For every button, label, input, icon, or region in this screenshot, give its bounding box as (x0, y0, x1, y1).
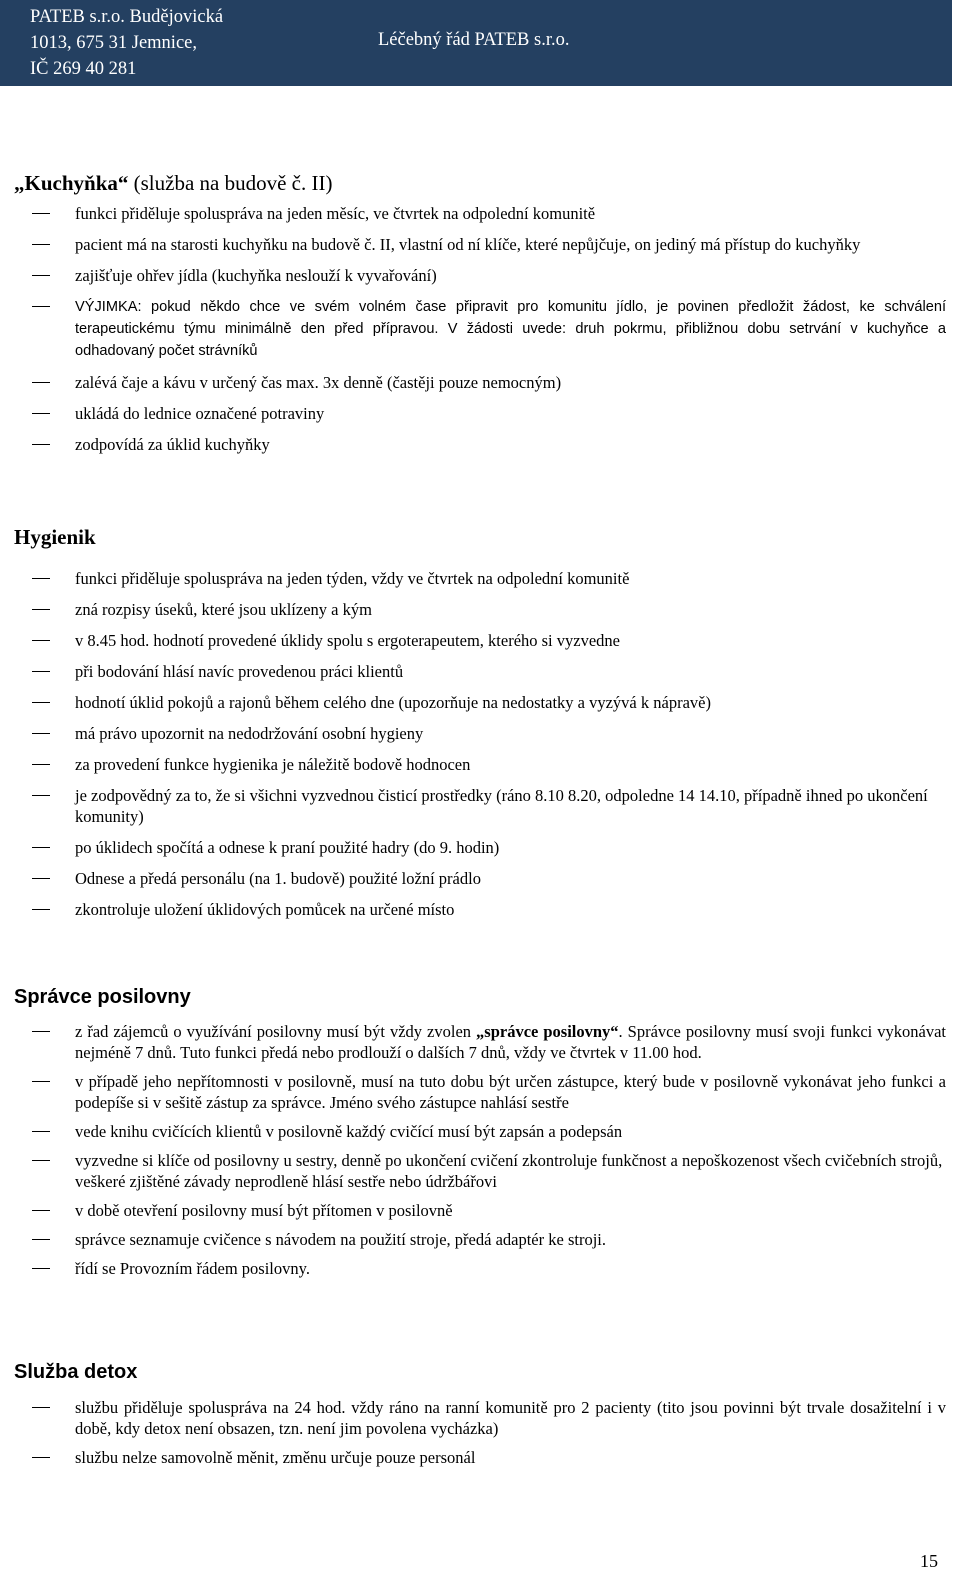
posilovna-list (0, 1021, 960, 1279)
kuchynka-list (0, 203, 960, 455)
dash-bullet-icon (32, 878, 50, 879)
list-item: zkontroluje uložení úklidových pomůcek na určené místo (0, 899, 960, 920)
list-item: řídí se Provozním řádem posilovny. (0, 1258, 960, 1279)
dash-bullet-icon (32, 764, 50, 765)
company-line-1: PATEB s.r.o. Budějovická (30, 7, 224, 27)
list-item: hodnotí úklid pokojů a rajonů během celého dne (upozorňuje na nedostatky a vyzývá k nápravě) (0, 692, 960, 713)
dash-bullet-icon (32, 578, 50, 579)
dash-bullet-icon (32, 847, 50, 848)
list-item: má právo upozornit na nedodržování osobní hygieny (0, 723, 960, 744)
list-item: funkci přiděluje spoluspráva na jeden týden, vždy ve čtvrtek na odpolední komunitě (0, 568, 960, 589)
section-hygienik (0, 525, 960, 920)
dash-bullet-icon (32, 1457, 50, 1458)
list-item: vyzvedne si klíče od posilovny u sestry, denně po ukončení cvičení zkontroluje funkčnost a nepoškozenost všech cvičebních strojů, veškeré zjištěné závady neprodleně hlásí sestře nebo údržbářovi (0, 1150, 960, 1192)
list-item: zalévá čaje a kávu v určený čas max. 3x denně (častěji pouze nemocným) (0, 372, 960, 393)
company-line-3: IČ 269 40 281 (30, 59, 137, 79)
list-item: po úklidech spočítá a odnese k praní použité hadry (do 9. hodin) (0, 837, 960, 858)
dash-bullet-icon (32, 275, 50, 276)
list-item: zná rozpisy úseků, které jsou uklízeny a kým (0, 599, 960, 620)
list-item: správce seznamuje cvičence s návodem na použití stroje, předá adaptér ke stroji. (0, 1229, 960, 1250)
dash-bullet-icon (32, 244, 50, 245)
dash-bullet-icon (32, 1131, 50, 1132)
list-item: vede knihu cvičících klientů v posilovně každý cvičící musí být zapsán a podepsán (0, 1121, 960, 1142)
list-item: službu nelze samovolně měnit, změnu určuje pouze personál (0, 1447, 960, 1468)
dash-bullet-icon (32, 306, 50, 307)
section-title-kuchynka (0, 171, 960, 196)
company-address (30, 4, 223, 82)
document-title: Léčebný řád PATEB s.r.o. (378, 30, 570, 50)
list-item: zajišťuje ohřev jídla (kuchyňka neslouží k vyvařování) (0, 265, 960, 286)
dash-bullet-icon (32, 213, 50, 214)
page-header (0, 0, 952, 86)
section-title-detox: Služba detox (14, 1361, 138, 1383)
list-item: z řad zájemců o využívání posilovny musí být vždy zvolen „správce posilovny“. Správce posilovny musí svoji funkci vykonávat nejméně 7 dnů. Tuto funkci předá nebo prodlouží o dalších 7 dnů, vždy ve čtvrtek v 11.00 hod. (0, 1021, 960, 1063)
dash-bullet-icon (32, 640, 50, 641)
hygienik-list (0, 568, 960, 920)
dash-bullet-icon (32, 671, 50, 672)
list-item: je zodpovědný za to, že si všichni vyzvednou čisticí prostředky (ráno 8.10 8.20, odpoledne 14 14.10, případně ihned po ukončení komunity) (0, 785, 960, 827)
page-number: 15 (920, 1551, 938, 1571)
dash-bullet-icon (32, 795, 50, 796)
section-kuchynka (0, 171, 960, 455)
dash-bullet-icon (32, 1407, 50, 1408)
highlight-spravce: „správce posilovny“ (476, 1022, 619, 1041)
list-item: při bodování hlásí navíc provedenou práci klientů (0, 661, 960, 682)
section-title-posilovna: Správce posilovny (14, 986, 191, 1008)
list-item: pacient má na starosti kuchyňku na budově č. II, vlastní od ní klíče, které nepůjčuje, on jediný má přístup do kuchyňky (0, 234, 960, 255)
detox-list (0, 1397, 960, 1468)
dash-bullet-icon (32, 1268, 50, 1269)
dash-bullet-icon (32, 1160, 50, 1161)
list-item: v době otevření posilovny musí být přítomen v posilovně (0, 1200, 960, 1221)
list-item: ukládá do lednice označené potraviny (0, 403, 960, 424)
section-posilovna (0, 986, 960, 1279)
section-title-hygienik: Hygienik (14, 525, 96, 549)
dash-bullet-icon (32, 1239, 50, 1240)
list-item: službu přiděluje spoluspráva na 24 hod. vždy ráno na ranní komunitě pro 2 pacienty (tito jsou povinni být trvale dosažitelní i v době, kdy detox není obsazen, tzn. není jim povolena vycházka) (0, 1397, 960, 1439)
list-item: VÝJIMKA: pokud někdo chce ve svém volném čase připravit pro komunitu jídlo, je povinen předložit žádost, ke schválení terapeutickému týmu minimálně den před přípravou. V žádosti uvede: druh pokrmu, přibližnou dobu setrvání v kuchyňce a odhadovaný počet strávníků (0, 296, 960, 362)
dash-bullet-icon (32, 702, 50, 703)
list-item: Odnese a předá personálu (na 1. budově) použité ložní prádlo (0, 868, 960, 889)
section-detox (0, 1361, 960, 1468)
dash-bullet-icon (32, 444, 50, 445)
list-item: funkci přiděluje spoluspráva na jeden měsíc, ve čtvrtek na odpolední komunitě (0, 203, 960, 224)
list-item: v 8.45 hod. hodnotí provedené úklidy spolu s ergoterapeutem, kterého si vyzvedne (0, 630, 960, 651)
list-item: v případě jeho nepřítomnosti v posilovně, musí na tuto dobu být určen zástupce, který bude v posilovně vykonávat jeho funkci a podepíše si v sešitě zástup za správce. Jméno svého zástupce nahlásí sestře (0, 1071, 960, 1113)
dash-bullet-icon (32, 609, 50, 610)
section-title-kuchynka-bold: „Kuchyňka“ (14, 171, 129, 195)
dash-bullet-icon (32, 909, 50, 910)
dash-bullet-icon (32, 1081, 50, 1082)
dash-bullet-icon (32, 733, 50, 734)
dash-bullet-icon (32, 1031, 50, 1032)
company-line-2: 1013, 675 31 Jemnice, (30, 33, 197, 53)
section-title-kuchynka-rest: (služba na budově č. II) (128, 171, 333, 195)
dash-bullet-icon (32, 413, 50, 414)
list-item: zodpovídá za úklid kuchyňky (0, 434, 960, 455)
dash-bullet-icon (32, 382, 50, 383)
list-item: za provedení funkce hygienika je náležitě bodově hodnocen (0, 754, 960, 775)
dash-bullet-icon (32, 1210, 50, 1211)
